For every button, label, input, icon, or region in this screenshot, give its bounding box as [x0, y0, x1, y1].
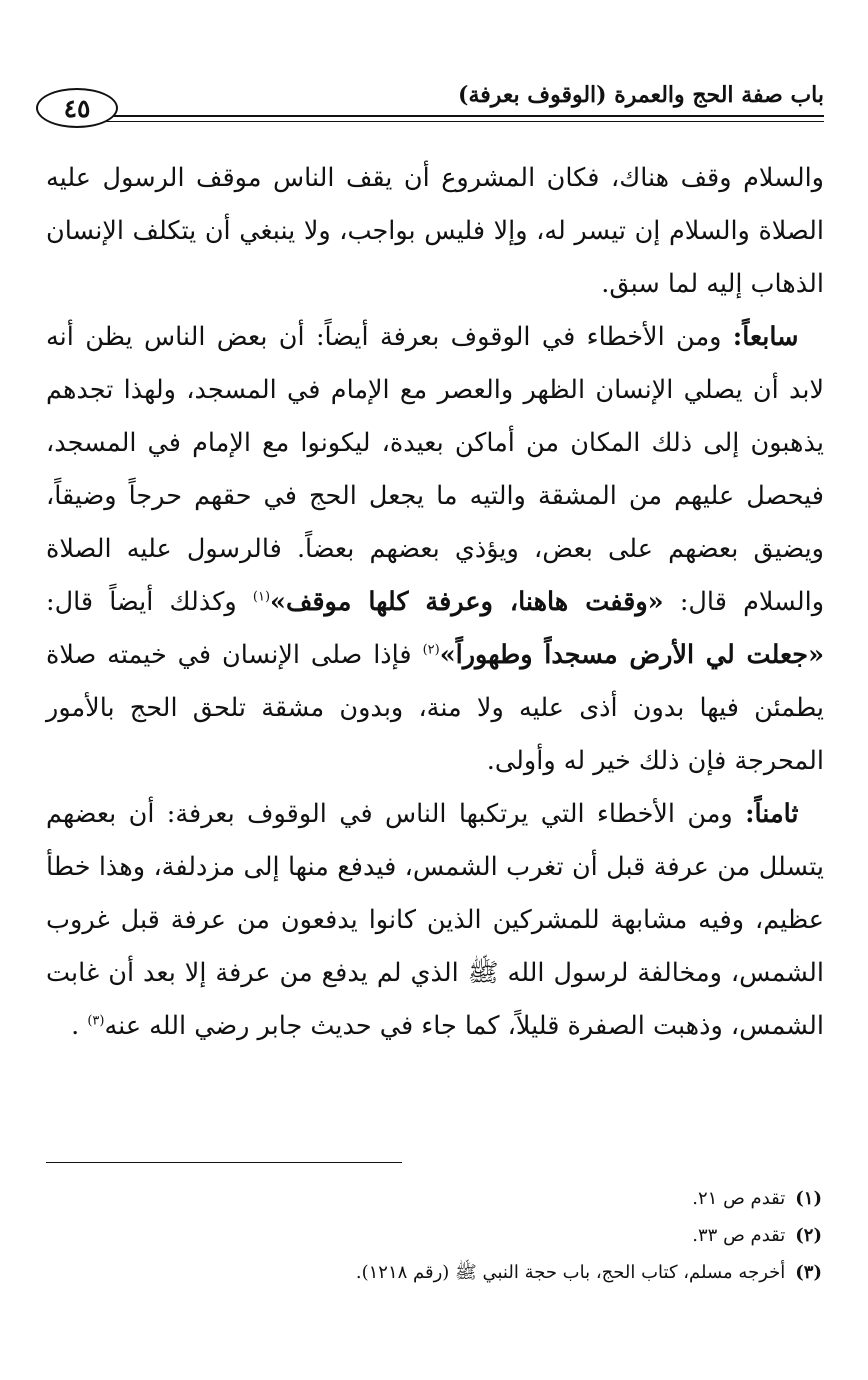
- hadith-2: «جعلت لي الأرض مسجداً وطهوراً»: [439, 640, 825, 670]
- paragraph-2-text-c: فإذا صلى الإنسان في خيمته صلاة يطمئن فيها بدون أذى عليه ولا منة، وبدون مشقة تلحق الحج بالأمور المحرجة فإن ذلك خير له وأولى.: [46, 640, 824, 776]
- footnote-text: أخرجه مسلم، كتاب الحج، باب حجة النبي ﷺ (رقم ١٢١٨).: [355, 1262, 786, 1283]
- footnote-number: (١): [795, 1188, 822, 1209]
- footnote-ref-2[interactable]: (٢): [422, 642, 440, 658]
- page-number: ٤٥: [36, 88, 118, 128]
- paragraph-3-end: .: [71, 1011, 88, 1041]
- paragraph-2-text-a: ومن الأخطاء في الوقوف بعرفة أيضاً: أن بعض الناس يظن أنه لابد أن يصلي الإنسان الظهر والعصر مع الإمام في المسجد، ولهذا تجدهم يذهبون إلى ذلك المكان من أماكن بعيدة، ليكونوا مع الإمام في المسجد، فيحصل عليهم من المشقة والتيه ما يجعل الحج في حقهم حرجاً وضيقاً، ويضيق بعضهم على بعض، ويؤذي بعضهم بعضاً. فالرسول عليه الصلاة والسلام قال:: [46, 322, 825, 617]
- footnote-separator: [46, 1162, 402, 1163]
- paragraph-1: والسلام وقف هناك، فكان المشروع أن يقف الناس موقف الرسول عليه الصلاة والسلام إن تيسر له، وإلا فليس بواجب، ولا ينبغي أن يتكلف الإنسان الذهاب إليه لما سبق.: [46, 163, 824, 299]
- footnote-number: (٣): [795, 1262, 822, 1283]
- paragraph-2-text-b: وكذلك أيضاً قال:: [46, 587, 253, 617]
- paragraph-2-lead: سابعاً:: [732, 322, 799, 352]
- header-rule-thin: [106, 121, 824, 122]
- footnote-3: [46, 1254, 822, 1291]
- footnotes: [46, 1180, 822, 1291]
- footnote-text: تقدم ص ٢١.: [692, 1188, 786, 1209]
- body-text: [46, 152, 824, 1053]
- footnote-ref-1[interactable]: (١): [252, 589, 271, 605]
- hadith-1: «وقفت هاهنا، وعرفة كلها موقف»: [270, 587, 664, 617]
- paragraph-3: [46, 788, 824, 1053]
- footnote-ref-3[interactable]: (٣): [87, 1013, 105, 1029]
- paragraph-3-text-a: ومن الأخطاء التي يرتكبها الناس في الوقوف بعرفة: أن بعضهم يتسلل من عرفة قبل أن تغرب الشمس، فيدفع منها إلى مزدلفة، وهذا خطأ عظيم، وفيه مشابهة للمشركين الذين كانوا يدفعون من عرفة قبل غروب الشمس، ومخالفة لرسول الله ﷺ الذي لم يدفع من عرفة إلا بعد أن غابت الشمس، وذهبت الصفرة قليلاً، كما جاء في حديث جابر رضي الله عنه: [46, 799, 824, 1041]
- footnote-number: (٢): [795, 1225, 822, 1246]
- page-header: [36, 82, 824, 136]
- footnote-2: [46, 1217, 822, 1254]
- paragraph-2: [46, 311, 824, 788]
- footnote-text: تقدم ص ٣٣.: [692, 1225, 786, 1246]
- running-title: باب صفة الحج والعمرة (الوقوف بعرفة): [450, 82, 824, 108]
- footnote-1: [46, 1180, 822, 1217]
- header-rule: [106, 115, 824, 117]
- paragraph-3-lead: ثامناً:: [745, 799, 799, 829]
